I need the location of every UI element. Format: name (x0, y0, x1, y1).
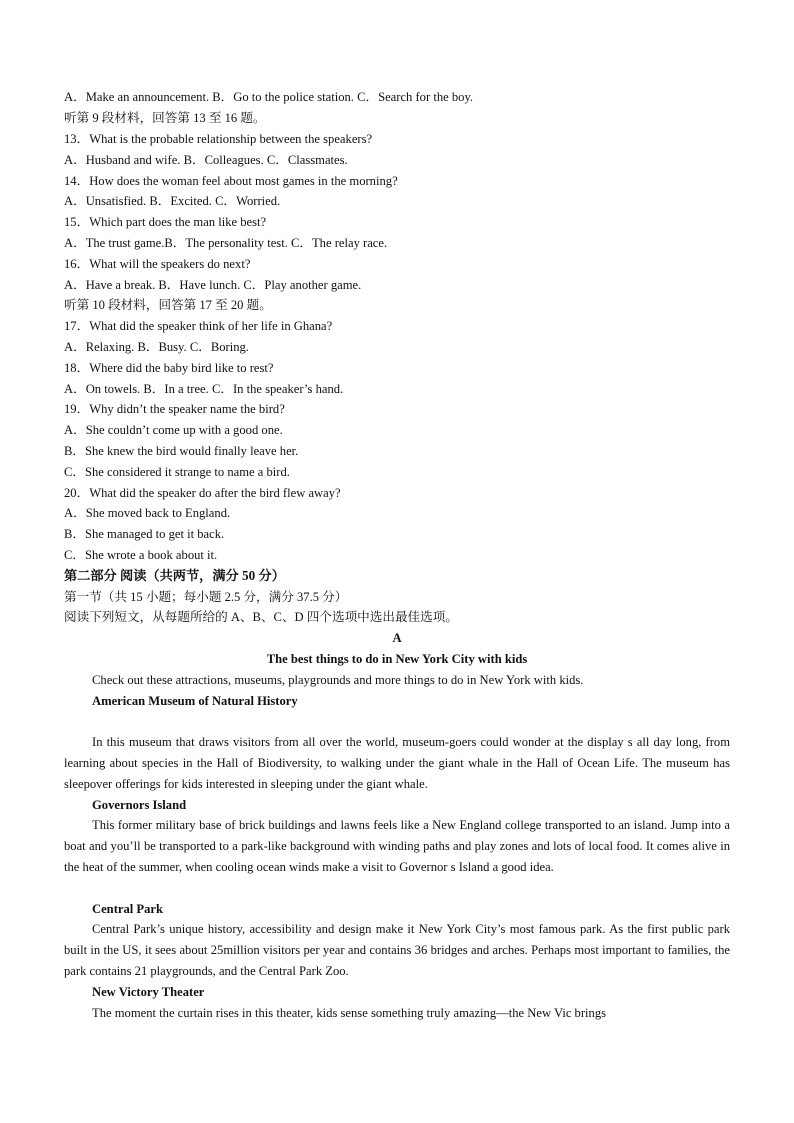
paragraph-governors-island: This former military base of brick buildings and lawns feels like a New England college transported to an island. Jump into a boat and you’ll be transported to a park-like background with winding paths and play zones and lots of local food. It comes alive in the heat of the summer, when cooling ocean winds make a visit to Governor s Island a good idea. (64, 818, 730, 874)
q16-options: A．Have a break. B．Have lunch. C．Play another game. (64, 278, 362, 292)
heading-governors-island: Governors Island (92, 798, 187, 812)
q19-option-c: C．She considered it strange to name a bird. (64, 465, 290, 479)
q16-question: 16．What will the speakers do next? (64, 257, 251, 271)
paragraph-new-victory-theater: The moment the curtain rises in this theater, kids sense something truly amazing—the New Vic brings (92, 1006, 607, 1020)
part-title: 第二部分 阅读（共两节，满分 50 分） (64, 568, 285, 583)
q15-options: A．The trust game.B．The personality test. C．The relay race. (64, 236, 388, 250)
passage-title: The best things to do in New York City with kids (266, 652, 528, 666)
passage10-intro: 听第 10 段材料，回答第 17 至 20 题。 (64, 298, 272, 312)
q20-question: 20．What did the speaker do after the bird flew away? (64, 486, 341, 500)
q14-question: 14．How does the woman feel about most games in the morning? (64, 174, 398, 188)
instruction: 阅读下列短文，从每题所给的 A、B、C、D 四个选项中选出最佳选项。 (64, 610, 458, 624)
passage9-intro: 听第 9 段材料，回答第 13 至 16 题。 (64, 111, 266, 125)
q17-options: A．Relaxing. B．Busy. C．Boring. (64, 340, 249, 354)
q19-option-b: B．She knew the bird would finally leave her. (64, 444, 299, 458)
heading-museum: American Museum of Natural History (92, 694, 298, 708)
q19-question: 19．Why didn’t the speaker name the bird? (64, 402, 285, 416)
q14-options: A．Unsatisfied. B．Excited. C．Worried. (64, 194, 281, 208)
q20-option-a: A．She moved back to England. (64, 506, 231, 520)
q18-question: 18．Where did the baby bird like to rest? (64, 361, 274, 375)
q13-question: 13．What is the probable relationship between the speakers? (64, 132, 373, 146)
paragraph-central-park: Central Park’s unique history, accessibility and design make it New York City’s most famous park. As the first public park built in the US, it sees about 25million visitors per year and contains 36 bridges and arches. Perhaps most important to families, the park contains 21 playgrounds, and the Central Park Zoo. (64, 922, 730, 978)
q12-options: A．Make an announcement. B．Go to the police station. C．Search for the boy. (64, 90, 474, 104)
passage-letter: A (392, 631, 402, 645)
section-heading: 第一节（共 15 小题；每小题 2.5 分，满分 37.5 分） (64, 590, 348, 604)
heading-central-park: Central Park (92, 902, 163, 916)
q20-option-b: B．She managed to get it back. (64, 527, 225, 541)
passage-intro: Check out these attractions, museums, playgrounds and more things to do in New York with kids. (92, 673, 584, 687)
q20-option-c: C．She wrote a book about it. (64, 548, 218, 562)
q15-question: 15．Which part does the man like best? (64, 215, 267, 229)
q13-options: A．Husband and wife. B．Colleagues. C．Classmates. (64, 153, 348, 167)
q19-option-a: A．She couldn’t come up with a good one. (64, 423, 283, 437)
q17-question: 17．What did the speaker think of her life in Ghana? (64, 319, 333, 333)
q18-options: A．On towels. B．In a tree. C．In the speaker’s hand. (64, 382, 344, 396)
heading-new-victory-theater: New Victory Theater (92, 985, 205, 999)
paragraph-museum: In this museum that draws visitors from all over the world, museum-goers could wonder at the display s all day long, from learning about species in the Hall of Biodiversity, to walking under the giant whale in the Hall of Ocean Life. The museum has sleepover offerings for kids interested in sleeping under the giant whale. (64, 735, 730, 791)
